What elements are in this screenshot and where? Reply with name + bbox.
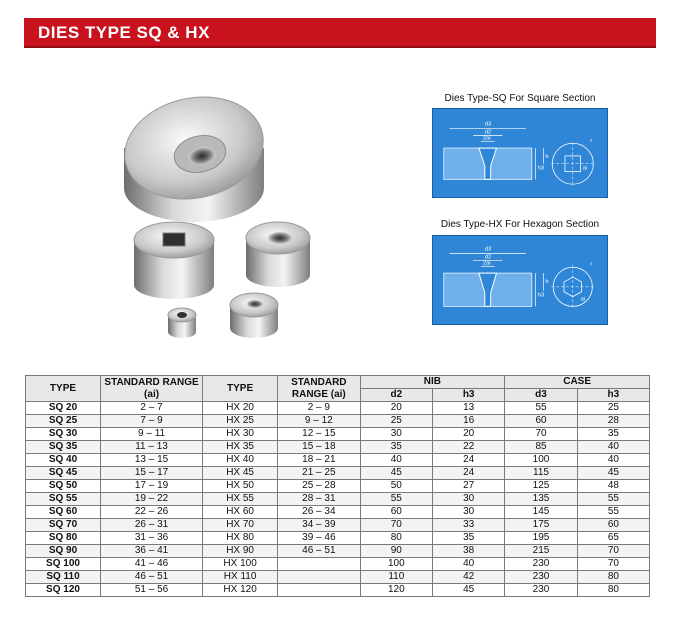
table-cell: 2 – 7	[100, 402, 202, 415]
table-cell: HX 40	[203, 454, 278, 467]
table-cell: 33	[433, 519, 505, 532]
header-case: CASE	[505, 376, 650, 389]
table-cell: SQ 40	[26, 454, 101, 467]
label-h: h	[545, 278, 549, 285]
table-cell: 42	[433, 571, 505, 584]
table-cell: HX 30	[203, 428, 278, 441]
label-r: r	[590, 138, 593, 145]
table-cell: 70	[577, 558, 649, 571]
table-cell: 28	[577, 415, 649, 428]
table-cell: 60	[505, 415, 578, 428]
table-cell: 110	[360, 571, 433, 584]
table-cell: HX 50	[203, 480, 278, 493]
table-cell: 65	[577, 532, 649, 545]
label-h: h	[545, 153, 549, 160]
table-row	[26, 519, 650, 532]
table-cell: HX 20	[203, 402, 278, 415]
table-cell: SQ 110	[26, 571, 101, 584]
table-cell: 11 – 13	[100, 441, 202, 454]
table-cell: SQ 80	[26, 532, 101, 545]
label-2ai: 2ai	[482, 260, 491, 267]
table-cell: 60	[577, 519, 649, 532]
table-cell: 36 – 41	[100, 545, 202, 558]
table-cell: 17 – 19	[100, 480, 202, 493]
table-cell: 55	[360, 493, 433, 506]
table-cell: 22	[433, 441, 505, 454]
table-cell: 50	[360, 480, 433, 493]
table-cell: 31 – 36	[100, 532, 202, 545]
table-cell: HX 100	[203, 558, 278, 571]
table-cell: SQ 50	[26, 480, 101, 493]
table-cell: 39 – 46	[278, 532, 360, 545]
dies-product-photo	[112, 70, 342, 355]
label-d3: d3	[484, 121, 492, 128]
table-cell: 51 – 56	[100, 584, 202, 597]
table-row	[26, 454, 650, 467]
table-cell: 25	[360, 415, 433, 428]
table-cell: 230	[505, 584, 578, 597]
table-cell: 175	[505, 519, 578, 532]
table-cell: 135	[505, 493, 578, 506]
page-header-banner	[24, 18, 656, 48]
table-cell	[278, 558, 360, 571]
table-cell: HX 120	[203, 584, 278, 597]
table-cell: HX 25	[203, 415, 278, 428]
header-case-h3: h3	[577, 389, 649, 402]
square-diagram-caption: Dies Type-SQ For Square Section	[444, 93, 596, 104]
table-row	[26, 415, 650, 428]
table-cell: 38	[433, 545, 505, 558]
table-cell: 30	[433, 493, 505, 506]
table-cell: 2 – 9	[278, 402, 360, 415]
table-row	[26, 506, 650, 519]
table-cell: 40	[577, 454, 649, 467]
table-cell: 7 – 9	[100, 415, 202, 428]
label-r: r	[590, 261, 593, 268]
table-cell: 18 – 21	[278, 454, 360, 467]
table-cell: 41 – 46	[100, 558, 202, 571]
hexagon-diagram-caption: Dies Type-HX For Hexagon Section	[440, 219, 600, 230]
header-range-hx: STANDARD RANGE (ai)	[278, 376, 360, 402]
table-cell: SQ 25	[26, 415, 101, 428]
table-cell: 90	[360, 545, 433, 558]
table-cell: 55	[577, 493, 649, 506]
table-cell: 55	[577, 506, 649, 519]
table-row	[26, 545, 650, 558]
header-case-d3: d3	[505, 389, 578, 402]
header-type-hx: TYPE	[203, 376, 278, 402]
hexagon-section-diagram	[432, 235, 608, 325]
table-cell: 30	[360, 428, 433, 441]
table-cell: 145	[505, 506, 578, 519]
label-h3: h3	[537, 292, 545, 299]
table-cell: 35	[433, 532, 505, 545]
table-cell: 45	[433, 584, 505, 597]
table-cell: 21 – 25	[278, 467, 360, 480]
table-cell: 26 – 31	[100, 519, 202, 532]
table-cell: SQ 30	[26, 428, 101, 441]
table-cell: 46 – 51	[278, 545, 360, 558]
table-row	[26, 571, 650, 584]
table-cell: SQ 100	[26, 558, 101, 571]
table-cell: HX 60	[203, 506, 278, 519]
table-cell: 40	[360, 454, 433, 467]
table-cell: HX 80	[203, 532, 278, 545]
table-cell: 70	[577, 545, 649, 558]
square-die	[134, 222, 214, 299]
label-d2: d2	[484, 129, 492, 136]
table-cell: 230	[505, 558, 578, 571]
table-cell: 40	[577, 441, 649, 454]
table-cell: 60	[360, 506, 433, 519]
table-cell: 55	[505, 402, 578, 415]
header-range-sq: STANDARD RANGE (ai)	[100, 376, 202, 402]
table-row	[26, 493, 650, 506]
table-row	[26, 441, 650, 454]
square-section-diagram	[432, 108, 608, 198]
table-cell: 20	[433, 428, 505, 441]
label-ai: ai	[580, 296, 586, 303]
table-cell: 20	[360, 402, 433, 415]
table-cell: 25 – 28	[278, 480, 360, 493]
table-cell: 45	[360, 467, 433, 480]
label-d3: d3	[484, 246, 492, 253]
label-2ai: 2ai	[482, 135, 491, 142]
header-nib-h3: h3	[433, 389, 505, 402]
table-row	[26, 402, 650, 415]
label-h3: h3	[537, 165, 545, 172]
table-cell: SQ 35	[26, 441, 101, 454]
table-cell: 9 – 11	[100, 428, 202, 441]
table-row	[26, 532, 650, 545]
table-cell: 15 – 18	[278, 441, 360, 454]
table-row	[26, 584, 650, 597]
table-cell: 35	[577, 428, 649, 441]
table-cell: 28 – 31	[278, 493, 360, 506]
table-cell: HX 70	[203, 519, 278, 532]
table-cell: 80	[577, 571, 649, 584]
table-cell: 30	[433, 506, 505, 519]
table-cell: SQ 20	[26, 402, 101, 415]
table-cell: SQ 45	[26, 467, 101, 480]
round-die	[230, 293, 278, 338]
table-cell: SQ 55	[26, 493, 101, 506]
small-die	[168, 308, 196, 338]
table-cell: 9 – 12	[278, 415, 360, 428]
large-die	[115, 85, 273, 222]
table-cell: HX 35	[203, 441, 278, 454]
table-cell: SQ 60	[26, 506, 101, 519]
table-cell: SQ 70	[26, 519, 101, 532]
table-cell: SQ 90	[26, 545, 101, 558]
table-cell: 25	[577, 402, 649, 415]
table-cell: 215	[505, 545, 578, 558]
dies-spec-table	[25, 375, 650, 597]
table-cell: 48	[577, 480, 649, 493]
table-cell: 16	[433, 415, 505, 428]
table-cell: 230	[505, 571, 578, 584]
header-nib-d2: d2	[360, 389, 433, 402]
table-cell: 22 – 26	[100, 506, 202, 519]
table-cell: 40	[433, 558, 505, 571]
table-row	[26, 480, 650, 493]
table-cell: 115	[505, 467, 578, 480]
table-cell: 45	[577, 467, 649, 480]
table-cell: 120	[360, 584, 433, 597]
page-title: DIES TYPE SQ & HX	[38, 23, 210, 42]
table-cell: HX 55	[203, 493, 278, 506]
table-cell: HX 110	[203, 571, 278, 584]
header-type-sq: TYPE	[26, 376, 101, 402]
table-cell: 195	[505, 532, 578, 545]
table-cell: 26 – 34	[278, 506, 360, 519]
table-body	[26, 402, 650, 597]
table-cell	[278, 571, 360, 584]
table-row	[26, 428, 650, 441]
table-cell: 19 – 22	[100, 493, 202, 506]
table-cell: 46 – 51	[100, 571, 202, 584]
hexagon-die	[246, 222, 310, 287]
table-cell: 15 – 17	[100, 467, 202, 480]
table-cell: 13 – 15	[100, 454, 202, 467]
table-cell: 13	[433, 402, 505, 415]
table-cell: 34 – 39	[278, 519, 360, 532]
header-nib: NIB	[360, 376, 505, 389]
label-d2: d2	[484, 254, 492, 261]
table-row	[26, 558, 650, 571]
table-cell: 70	[360, 519, 433, 532]
label-ai: ai	[582, 165, 588, 172]
table-cell: 80	[360, 532, 433, 545]
table-cell: 24	[433, 467, 505, 480]
table-cell: SQ 120	[26, 584, 101, 597]
table-cell: 100	[360, 558, 433, 571]
table-cell: 24	[433, 454, 505, 467]
table-cell: 85	[505, 441, 578, 454]
table-cell: 70	[505, 428, 578, 441]
table-cell: 12 – 15	[278, 428, 360, 441]
table-cell: 27	[433, 480, 505, 493]
table-row	[26, 467, 650, 480]
table-cell: 35	[360, 441, 433, 454]
table-cell: 125	[505, 480, 578, 493]
table-cell	[278, 584, 360, 597]
table-cell: HX 45	[203, 467, 278, 480]
table-cell: 100	[505, 454, 578, 467]
table-cell: HX 90	[203, 545, 278, 558]
table-cell: 80	[577, 584, 649, 597]
